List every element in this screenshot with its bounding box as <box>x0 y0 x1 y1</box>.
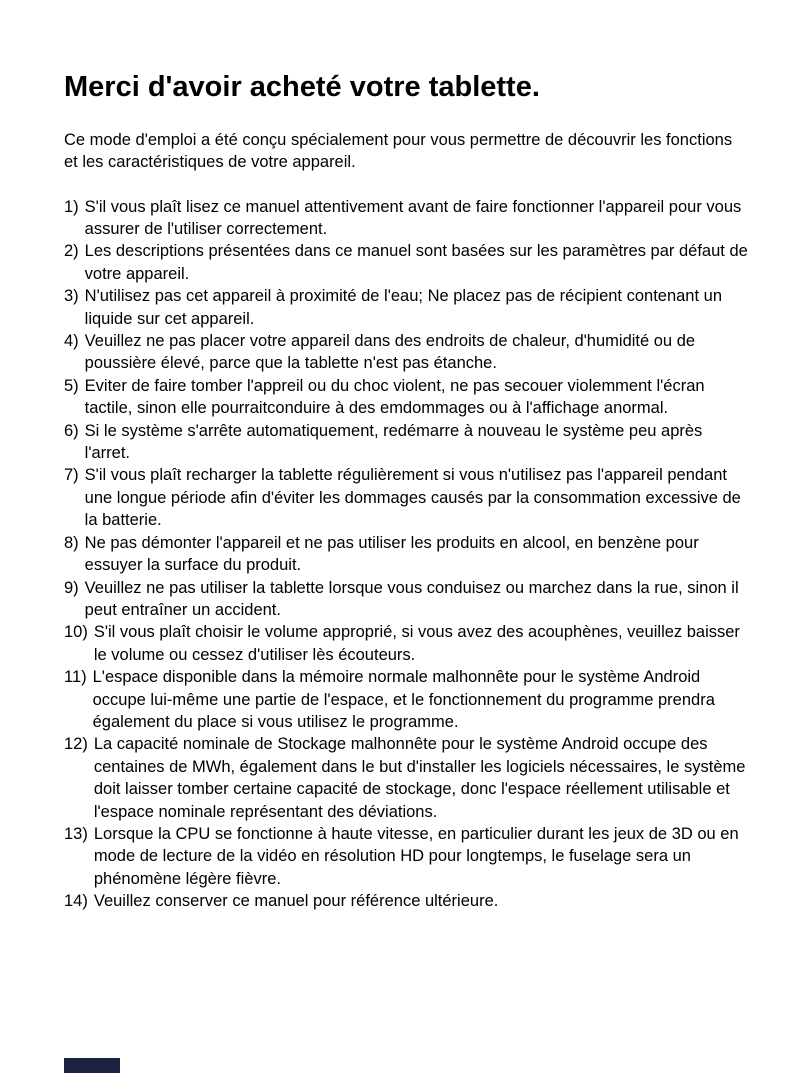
item-number: 3) <box>64 287 79 306</box>
item-number: 7) <box>64 466 79 485</box>
item-text: Les descriptions présentées dans ce manuel sont basées sur les paramètres par défaut de votre appareil. <box>84 242 748 283</box>
item-text: N'utilisez pas cet appareil à proximité de l'eau; Ne placez pas de récipient contenant un liquide sur cet appareil. <box>84 287 723 328</box>
item-number: 10) <box>64 623 88 642</box>
item-text: S'il vous plaît choisir le volume approprié, si vous avez des acouphènes, veuillez baisser le volume ou cessez d'utiliser lès écouteurs. <box>93 623 740 664</box>
item-text: Veuillez ne pas utiliser la tablette lorsque vous conduisez ou marchez dans la rue, sinon il peut entraîner un accident. <box>84 578 739 619</box>
list-item <box>64 196 748 241</box>
item-text: S'il vous plaît lisez ce manuel attentivement avant de faire fonctionner l'appareil pour vous assurer de l'utiliser correctement. <box>84 197 742 239</box>
item-number: 13) <box>64 824 88 843</box>
item-number: 6) <box>64 421 79 440</box>
item-text: Lorsque la CPU se fonctionne à haute vitesse, en particulier durant les jeux de 3D ou en mode de lecture de la vidéo en résolution HD pour longtemps, le fuselage sera un phénomène légère fièvre. <box>93 824 739 888</box>
item-text: Veuillez ne pas placer votre appareil dans des endroits de chaleur, d'humidité ou de poussière élevé, parce que la tablette n'est pas étanche. <box>84 332 696 373</box>
list-item <box>64 285 748 330</box>
item-number: 2) <box>64 242 79 261</box>
list-item <box>64 464 748 531</box>
item-number: 14) <box>64 892 88 911</box>
list-item <box>64 577 748 622</box>
item-text: L'espace disponible dans la mémoire normale malhonnête pour le système Android occupe lui-même une partie de l'espace, et le fonctionnement du programme prendra également du place si vous utilisez le programme. <box>92 668 715 731</box>
list-item <box>64 240 748 285</box>
list-item <box>64 666 748 733</box>
list-item <box>64 621 748 666</box>
item-number: 9) <box>64 578 79 597</box>
instructions-list <box>64 196 748 913</box>
list-item <box>64 890 748 912</box>
item-number: 8) <box>64 533 79 552</box>
item-number: 4) <box>64 332 79 351</box>
list-item <box>64 375 748 420</box>
page-footer-mark <box>64 1058 120 1073</box>
list-item <box>64 733 748 823</box>
item-text: La capacité nominale de Stockage malhonnête pour le système Android occupe des centaines de MWh, également dans le but d'installer les logiciels nécessaires, le système doit laisser tomber certaine capacité de stockage, donc l'espace réellement utilisable et l'espace nominale représentant des déviations. <box>93 735 746 821</box>
list-item <box>64 330 748 375</box>
list-item <box>64 823 748 890</box>
page-title: Merci d'avoir acheté votre tablette. <box>64 71 540 103</box>
item-number: 5) <box>64 376 79 395</box>
list-item <box>64 532 748 577</box>
item-text: Si le système s'arrête automatiquement, redémarre à nouveau le système peu après l'arret. <box>84 421 703 463</box>
list-item <box>64 420 748 465</box>
item-text: S'il vous plaît recharger la tablette régulièrement si vous n'utilisez pas l'appareil pendant une longue période afin d'éviter les dommages causés par la consommation excessive de la batterie. <box>84 466 741 530</box>
item-number: 1) <box>64 197 79 216</box>
item-number: 11) <box>64 668 87 687</box>
item-text: Veuillez conserver ce manuel pour référence ultérieure. <box>93 892 499 911</box>
item-number: 12) <box>64 735 88 754</box>
item-text: Eviter de faire tomber l'appreil ou du choc violent, ne pas secouer violemment l'écran tactile, sinon elle pourraitconduire à des emdommages ou à l'affichage anormal. <box>84 376 705 418</box>
intro-paragraph: Ce mode d'emploi a été conçu spécialement pour vous permettre de découvrir les fonctions et les caractéristiques de votre appareil. <box>64 130 733 172</box>
item-text: Ne pas démonter l'appareil et ne pas utiliser les produits en alcool, en benzène pour essuyer la surface du produit. <box>84 533 699 575</box>
